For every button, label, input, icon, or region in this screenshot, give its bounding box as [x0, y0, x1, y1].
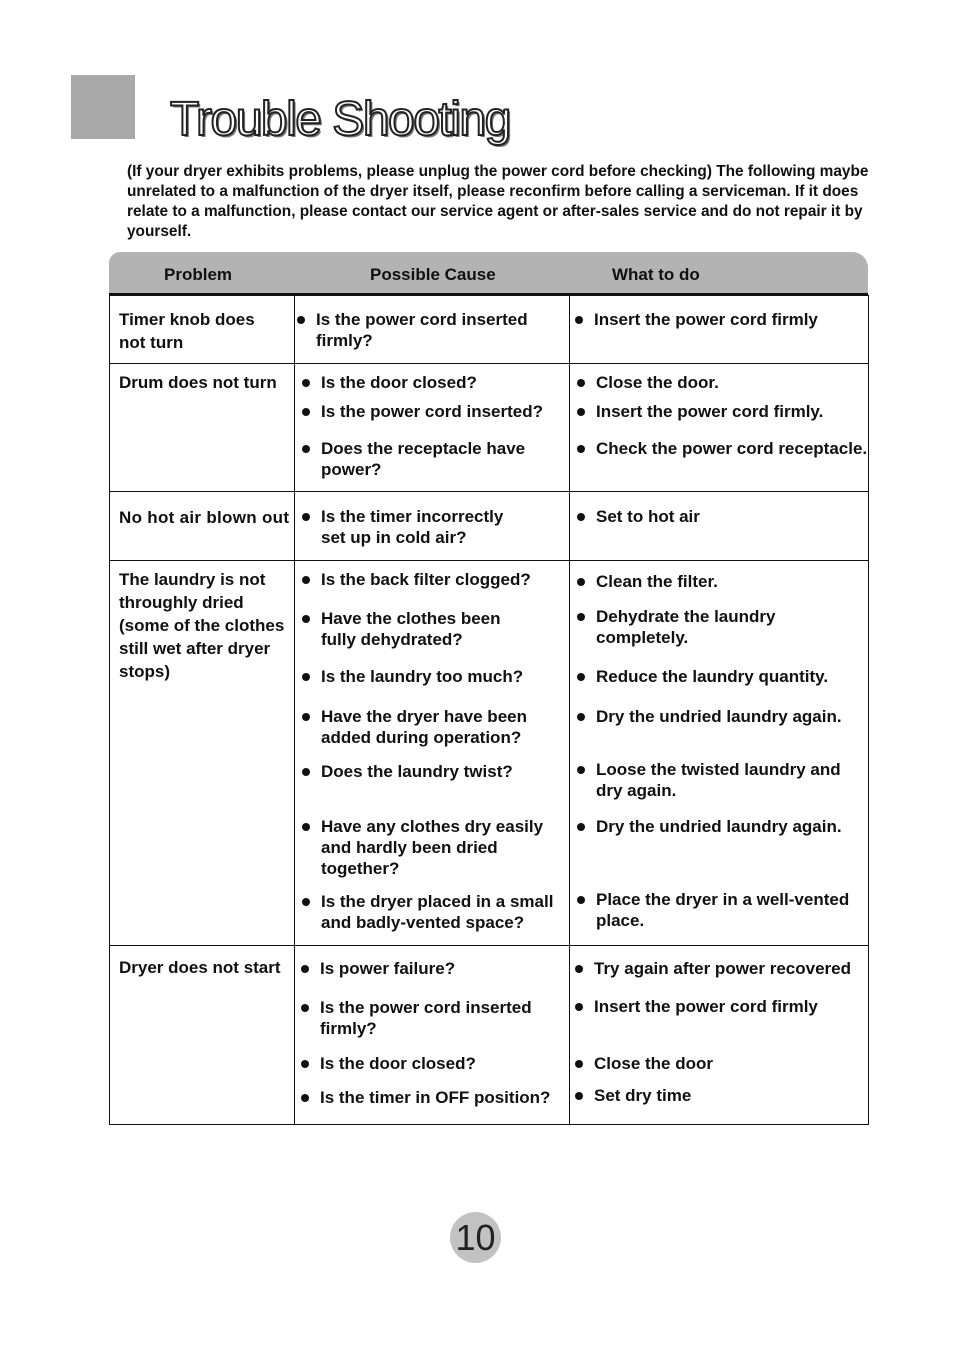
bullet-icon: [575, 316, 583, 324]
list-item: Place the dryer in a well-vented place.: [596, 889, 851, 931]
header-possible-cause: Possible Cause: [370, 265, 496, 284]
bullet-icon: [575, 965, 583, 973]
bullet-icon: [302, 615, 310, 623]
bullet-icon: [302, 408, 310, 416]
bullet-icon: [577, 713, 585, 721]
action-cell: [570, 364, 869, 492]
list-item: Set dry time: [594, 1085, 864, 1106]
list-item: Dehydrate the laundry completely.: [596, 606, 796, 648]
list-item: Have the dryer have been added during operation?: [321, 706, 536, 748]
bullet-icon: [301, 965, 309, 973]
list-item: Is the timer in OFF position?: [320, 1087, 569, 1108]
bullet-icon: [577, 613, 585, 621]
list-item: Is the dryer placed in a small and badly-vented space?: [321, 891, 561, 933]
bullet-icon: [577, 513, 585, 521]
problem-text: No hot air blown out: [119, 508, 290, 527]
bullet-icon: [577, 896, 585, 904]
list-item: Is the power cord inserted firmly?: [316, 309, 565, 351]
table-row: [110, 492, 869, 561]
bullet-icon: [302, 898, 310, 906]
cause-cell: [295, 364, 570, 492]
table-row: [110, 296, 869, 364]
header-square-decoration: [71, 75, 135, 139]
bullet-icon: [575, 1003, 583, 1011]
bullet-icon: [302, 673, 310, 681]
page-title: Trouble Shooting: [170, 93, 510, 146]
cause-cell: [295, 561, 570, 946]
list-item: Does the laundry twist?: [321, 761, 565, 782]
list-item: Close the door: [594, 1053, 864, 1074]
bullet-icon: [302, 379, 310, 387]
list-item: Have any clothes dry easily and hardly been dried together?: [321, 816, 551, 879]
problem-text: Timer knob does not turn: [119, 310, 255, 352]
bullet-icon: [577, 766, 585, 774]
problem-cell: [110, 946, 295, 1125]
bullet-icon: [577, 823, 585, 831]
problem-cell: [110, 492, 295, 561]
list-item: Have the clothes been fully dehydrated?: [321, 608, 511, 650]
bullet-icon: [575, 1092, 583, 1100]
bullet-icon: [302, 445, 310, 453]
header-what-to-do: What to do: [612, 265, 700, 284]
header-problem: Problem: [164, 265, 233, 284]
problem-cell: [110, 364, 295, 492]
problem-cell: [110, 561, 295, 946]
table-header: [109, 252, 868, 295]
action-cell: [570, 561, 869, 946]
bullet-icon: [577, 379, 585, 387]
table-row: [110, 364, 869, 492]
list-item: Insert the power cord firmly: [594, 309, 864, 330]
bullet-icon: [575, 1060, 583, 1068]
bullet-icon: [302, 713, 310, 721]
troubleshooting-table: [109, 252, 868, 1125]
action-cell: [570, 296, 869, 364]
list-item: Insert the power cord firmly.: [596, 401, 864, 422]
list-item: Check the power cord receptacle.: [596, 438, 868, 459]
list-item: Dry the undried laundry again.: [596, 816, 864, 837]
list-item: Is the timer incorrectly set up in cold air?: [321, 506, 521, 548]
list-item: Insert the power cord firmly: [594, 996, 864, 1017]
bullet-icon: [301, 1060, 309, 1068]
cause-cell: [295, 946, 570, 1125]
problem-cell: [110, 296, 295, 364]
list-item: Clean the filter.: [596, 571, 864, 592]
list-item: Is power failure?: [320, 958, 565, 979]
cause-cell: [295, 492, 570, 561]
list-item: Is the door closed?: [320, 1053, 565, 1074]
bullet-icon: [577, 578, 585, 586]
list-item: Does the receptacle have power?: [321, 438, 526, 480]
problem-text: Drum does not turn: [119, 373, 277, 392]
bullet-icon: [577, 673, 585, 681]
bullet-icon: [302, 768, 310, 776]
action-cell: [570, 492, 869, 561]
problem-text: Dryer does not start: [119, 958, 281, 977]
cause-cell: [295, 296, 570, 364]
bullet-icon: [297, 316, 305, 324]
page-number-badge: 10: [450, 1212, 501, 1263]
list-item: Is the back filter clogged?: [321, 569, 565, 590]
list-item: Reduce the laundry quantity.: [596, 666, 864, 687]
action-cell: [570, 946, 869, 1125]
bullet-icon: [301, 1094, 309, 1102]
list-item: Close the door.: [596, 372, 864, 393]
list-item: Is the laundry too much?: [321, 666, 565, 687]
table-row: [110, 561, 869, 946]
list-item: Is the power cord inserted firmly?: [320, 997, 535, 1039]
list-item: Set to hot air: [596, 506, 864, 527]
list-item: Is the power cord inserted?: [321, 401, 565, 422]
list-item: Try again after power recovered: [594, 958, 868, 979]
troubleshooting-rows: [109, 295, 869, 1125]
bullet-icon: [302, 513, 310, 521]
bullet-icon: [302, 823, 310, 831]
bullet-icon: [577, 408, 585, 416]
table-row: [110, 946, 869, 1125]
problem-text: The laundry is not throughly dried (some of the clothes still wet after dryer stops): [119, 570, 285, 681]
list-item: Loose the twisted laundry and dry again.: [596, 759, 846, 801]
bullet-icon: [577, 445, 585, 453]
bullet-icon: [301, 1004, 309, 1012]
list-item: Dry the undried laundry again.: [596, 706, 864, 727]
list-item: Is the door closed?: [321, 372, 565, 393]
intro-paragraph: (If your dryer exhibits problems, please unplug the power cord before checking) The following maybe unrelated to a malfunction of the dryer itself, please reconfirm before calling a serviceman. If it does relate to a malfunction, please contact our service agent or after-sales service and do not repair it by yourself.: [127, 163, 869, 240]
bullet-icon: [302, 576, 310, 584]
